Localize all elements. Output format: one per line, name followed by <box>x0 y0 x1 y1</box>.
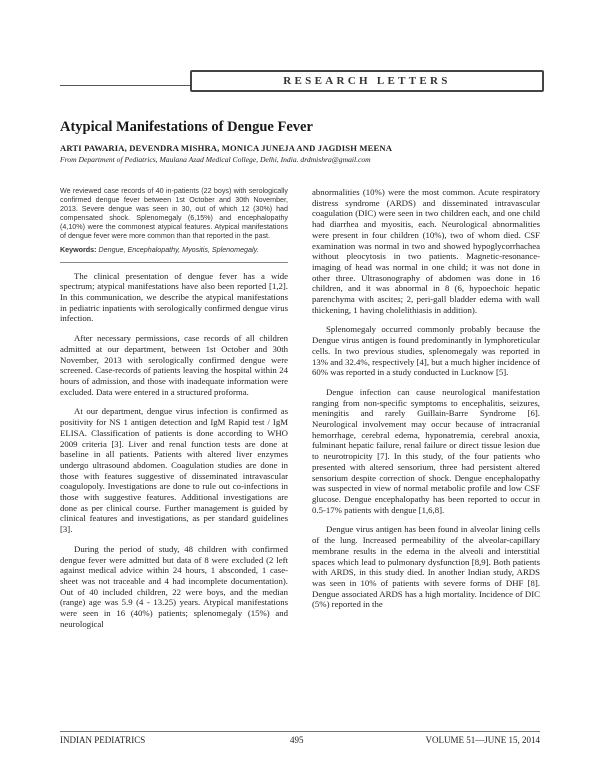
body-paragraph: The clinical presentation of dengue fever has a wide spectrum; atypical manifestations have also been reported [1,2]. In this communication, we describe the atypical manifestations in pediatric inpatients with serologically confirmed dengue virus infection. <box>60 270 288 324</box>
body-paragraph: Splenomegaly occurred commonly probably because the Dengue virus antigen is found predominantly in lymphoreticular cells. In two previous studies, splenomegaly was reported in 13% and 32.4%, respectively [4], but a much higher incidence of 60% was reported in a study conducted in Lucknow [5]. <box>312 324 540 378</box>
footer-rule <box>60 731 540 732</box>
banner-rule-left <box>60 85 190 86</box>
footer-volume: VOLUME 51—JUNE 15, 2014 <box>425 735 540 745</box>
abstract-divider <box>60 262 288 263</box>
article-title: Atypical Manifestations of Dengue Fever <box>60 119 313 135</box>
body-paragraph: Dengue infection can cause neurological manifestation ranging from non-specific symptoms to encephalitis, seizures, meningitis and rarely Guillain-Barre Syndrome [6]. Neurological involvement may occur because of intracranial hemorrhage, cerebral edema, hyponatremia, cerebral anoxia, fulminant hepatic failure, renal failure or direct tissue lesion due to neurotropicity [7]. In this study, of the four patients who presented with altered sensorium, three had persistent altered sensorium despite correction of shock. Dengue encephalopathy was suspected in view of normal metabolic profile and low CSF glucose. Dengue encephalopathy has been reported to occur in 0.5-17% patients with dengue [1,6,8]. <box>312 386 540 515</box>
keywords-line <box>60 246 288 255</box>
body-paragraph: During the period of study, 48 children with confirmed dengue fever were admitted but data of 8 were excluded (2 left against medical advice within 24 hours, 1 absconded, 1 case-sheet was not traceable and 4 had incomplete documentation). Out of 40 included children, 22 were boys, and the median (range) age was 5.9 (4 - 13.25) years. Atypical manifestations were seen in 16 (40%) patients; splenomegaly (15%) and neurological <box>60 543 288 629</box>
body-paragraph: After necessary permissions, case records of all children admitted at our department, between 1st October and 30th November, 2013 with serologically confirmed dengue were screened. Case-records of patients leaving the hospital within 24 hours of admission, and those with inadequate information were excluded. Data were entered in a structured proforma. <box>60 333 288 397</box>
author-affiliation: From Department of Pediatrics, Maulana Azad Medical College, Delhi, India. drdmishra@gmail.com <box>60 155 371 164</box>
section-banner: RESEARCH LETTERS <box>190 70 544 92</box>
keywords-list: Dengue, Encephalopathy, Myositis, Splenomegaly. <box>98 245 259 254</box>
left-column <box>60 187 288 638</box>
keywords-label: Keywords: <box>60 245 97 254</box>
footer-page-number: 495 <box>290 735 304 745</box>
body-paragraph: At our department, dengue virus infection is confirmed as positivity for NS 1 antigen detection and IgM Rapid test / IgM ELISA. Classification of patients is done according to WHO 2009 criteria [3]. Liver and renal function tests are done at baseline in all patients. Patients with altered liver enzymes undergo ultrasound abdomen. Coagulation studies are done in those with features suggestive of disseminated intravascular coagulopoly. Investigations are done to rule out co-infections in those with suggestive features. Additional investigations are done as per clinical course. Further management is guided by clinical features and investigations, as per standard guidelines [3]. <box>60 406 288 535</box>
author-list: ARTI PAWARIA, DEVENDRA MISHRA, MONICA JUNEJA AND JAGDISH MEENA <box>60 143 393 153</box>
right-column <box>312 187 540 619</box>
abstract: We reviewed case records of 40 in-patients (22 boys) with serologically confirmed dengue fever between 1st October and 30th November, 2013. Severe dengue was seen in 30, out of which 12 (30%) had compensated shock. Splenomegaly (6,15%) and encephalopathy (4,10%) were the commonest atypical features. Atypical manifestations of dengue fever were more common than that reported in the past. <box>60 187 288 241</box>
body-paragraph: Dengue virus antigen has been found in alveolar lining cells of the lung. Increased permeability of the alveolar-capillary membrane results in the edema in the alveoli and interstitial spaces which lead to pulmonary dysfunction [8,9]. Both patients with ARDS, in this study died. In another Indian study, ARDS was seen in 10% of patients with severe forms of DHF [8]. Dengue associated ARDS has a high mortality. Incidence of DIC (5%) reported in the <box>312 524 540 610</box>
footer-journal: INDIAN PEDIATRICS <box>60 735 146 745</box>
body-paragraph: abnormalities (10%) were the most common. Acute respiratory distress syndrome (ARDS) and disseminated intravascular coagulation (DIC) were seen in two children each, and one child had diarrhea and myositis, each. Neurological abnormalities were present in four children (10%), two of whom died. CSF examination was normal in two and showed hypoglycorrhachea without pleocytosis in two patients. Magnetic-resonance-imaging of head was normal in one child; it was not done in other three. Ultrasonography of abdomen was done in 16 children, and it was abnormal in 8 (6, hypoechoic hepatic parenchyma with ascites; 2, peri-gall bladder edema with wall thickening, 1 having cholelithiasis in addition). <box>312 187 540 315</box>
